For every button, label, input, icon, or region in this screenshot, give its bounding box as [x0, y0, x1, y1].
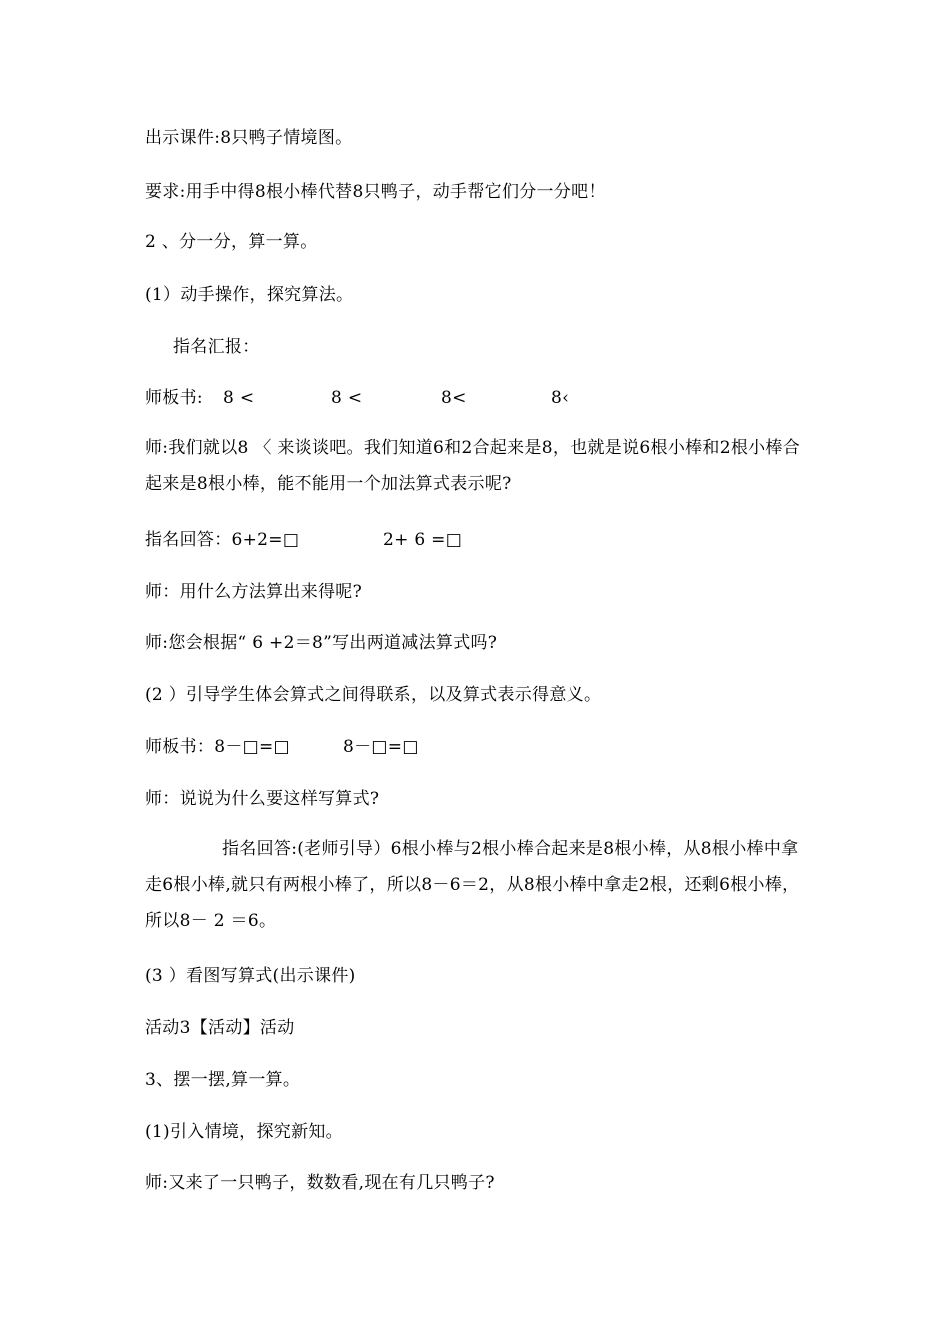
text-line-section-3: 3、摆一摆,算一算。: [145, 1070, 301, 1090]
answer-second: 2+ 6 =□: [383, 530, 463, 550]
text-line-requirement: 要求:用手中得8根小棒代替8只鸭子，动手帮它们分一分吧！: [145, 182, 606, 202]
board-second: 8－□=□: [343, 737, 419, 757]
text-line-activity: 活动3【活动】活动: [145, 1018, 295, 1038]
text-line-another-duck: 师:又来了一只鸭子，数数看,现在有几只鸭子?: [145, 1173, 495, 1193]
board-item: 8‹: [551, 388, 570, 408]
text-line-why: 师：说说为什么要这样写算式?: [145, 789, 380, 809]
text-line-intro-situation: (1)引入情境，探究新知。: [145, 1122, 343, 1142]
board-label: 师板书：8－□=□: [145, 737, 290, 757]
text-line-subtraction-question: 师:您会根据“ 6 +2＝8”写出两道减法算式吗?: [145, 633, 498, 653]
text-line-courseware: 出示课件:8只鸭子情境图。: [145, 128, 353, 148]
text-line-step-3: (3 ）看图写算式(出示课件): [145, 966, 356, 986]
answer-label: 指名回答：6+2=□: [145, 530, 300, 550]
board-item: 8<: [441, 388, 467, 408]
board-item: 8 <: [223, 388, 255, 408]
text-line-section-2: 2 、分一分，算一算。: [145, 232, 318, 252]
text-paragraph-explanation: 指名回答:(老师引导）6根小棒与2根小棒合起来是8根小棒，从8根小棒中拿走6根小棒,就只有两根小棒了，所以8－6＝2，从8根小棒中拿走2根，还剩6根小棒，所以8－ 2 ＝6。: [145, 839, 800, 931]
text-line-step-2: (2 ）引导学生体会算式之间得联系，以及算式表示得意义。: [145, 685, 602, 705]
text-line-method: 师：用什么方法算出来得呢?: [145, 582, 363, 602]
board-writing-1: [145, 388, 569, 408]
text-line-step-1: (1）动手操作，探究算法。: [145, 285, 354, 305]
text-paragraph-teacher-intro: 师:我们就以8 〈 来谈谈吧。我们知道6和2合起来是8，也就是说6根小棒和2根小棒合起来是8根小棒，能不能用一个加法算式表示呢?: [145, 438, 801, 494]
board-item: 8 <: [331, 388, 363, 408]
text-line-report: 指名汇报：: [173, 337, 260, 357]
board-label: 师板书:: [145, 388, 203, 408]
board-writing-2: [145, 737, 419, 757]
answer-line-1: [145, 530, 462, 550]
